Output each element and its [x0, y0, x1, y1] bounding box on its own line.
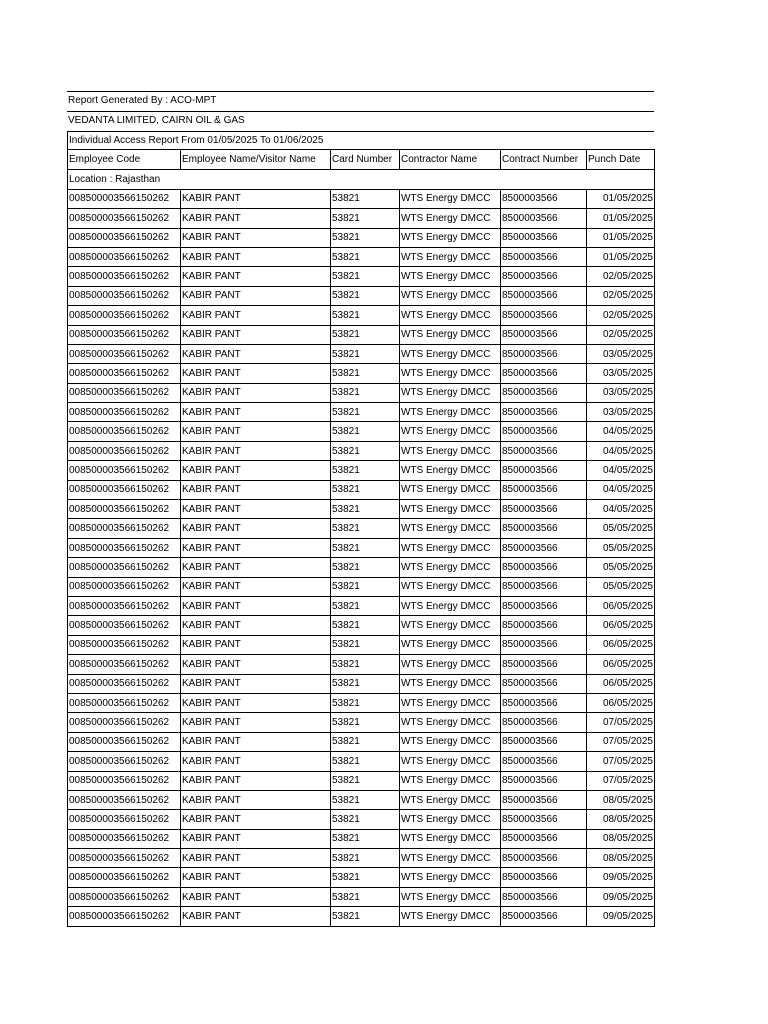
card-number-cell: 53821: [331, 538, 400, 557]
contractor-name-cell: WTS Energy DMCC: [400, 771, 501, 790]
contractor-name-cell: WTS Energy DMCC: [400, 247, 501, 266]
table-row: [68, 771, 655, 790]
employee-code-cell: 008500003566150262: [68, 306, 181, 325]
contractor-name-cell: WTS Energy DMCC: [400, 538, 501, 557]
card-number-cell: 53821: [331, 713, 400, 732]
table-row: [68, 713, 655, 732]
employee-code-cell: 008500003566150262: [68, 577, 181, 596]
punch-date-cell: 01/05/2025: [587, 209, 655, 228]
employee-code-cell: 008500003566150262: [68, 403, 181, 422]
employee-name-cell: KABIR PANT: [181, 713, 331, 732]
card-number-cell: 53821: [331, 907, 400, 926]
employee-name-cell: KABIR PANT: [181, 189, 331, 208]
card-number-cell: 53821: [331, 247, 400, 266]
card-number-cell: 53821: [331, 674, 400, 693]
contract-number-cell: 8500003566: [501, 209, 587, 228]
table-row: [68, 849, 655, 868]
employee-code-cell: 008500003566150262: [68, 616, 181, 635]
employee-code-cell: 008500003566150262: [68, 790, 181, 809]
employee-name-cell: KABIR PANT: [181, 480, 331, 499]
contractor-name-cell: WTS Energy DMCC: [400, 461, 501, 480]
card-number-cell: 53821: [331, 868, 400, 887]
card-number-cell: 53821: [331, 829, 400, 848]
card-number-cell: 53821: [331, 383, 400, 402]
table-row: [68, 383, 655, 402]
table-row: [68, 441, 655, 460]
card-number-cell: 53821: [331, 732, 400, 751]
table-row: [68, 267, 655, 286]
contractor-name-cell: WTS Energy DMCC: [400, 674, 501, 693]
punch-date-cell: 01/05/2025: [587, 228, 655, 247]
table-row: [68, 325, 655, 344]
punch-date-cell: 06/05/2025: [587, 674, 655, 693]
card-number-cell: 53821: [331, 306, 400, 325]
employee-name-cell: KABIR PANT: [181, 693, 331, 712]
table-row: [68, 403, 655, 422]
table-row: [68, 810, 655, 829]
employee-name-cell: KABIR PANT: [181, 403, 331, 422]
contractor-name-cell: WTS Energy DMCC: [400, 829, 501, 848]
punch-date-cell: 04/05/2025: [587, 500, 655, 519]
contractor-name-cell: WTS Energy DMCC: [400, 189, 501, 208]
punch-date-cell: 08/05/2025: [587, 790, 655, 809]
card-number-cell: 53821: [331, 480, 400, 499]
employee-code-cell: 008500003566150262: [68, 655, 181, 674]
access-report: [67, 91, 654, 927]
employee-code-cell: 008500003566150262: [68, 538, 181, 557]
punch-date-cell: 07/05/2025: [587, 732, 655, 751]
card-number-cell: 53821: [331, 364, 400, 383]
punch-date-cell: 02/05/2025: [587, 325, 655, 344]
contract-number-cell: 8500003566: [501, 403, 587, 422]
employee-name-cell: KABIR PANT: [181, 344, 331, 363]
employee-code-cell: 008500003566150262: [68, 441, 181, 460]
employee-code-cell: 008500003566150262: [68, 383, 181, 402]
employee-name-cell: KABIR PANT: [181, 500, 331, 519]
table-row: [68, 247, 655, 266]
company-name: VEDANTA LIMITED, CAIRN OIL & GAS: [67, 111, 654, 131]
card-number-cell: 53821: [331, 887, 400, 906]
contractor-name-cell: WTS Energy DMCC: [400, 849, 501, 868]
header-punch-date: Punch Date: [587, 150, 655, 170]
contract-number-cell: 8500003566: [501, 519, 587, 538]
table-row: [68, 344, 655, 363]
punch-date-cell: 09/05/2025: [587, 887, 655, 906]
contract-number-cell: 8500003566: [501, 655, 587, 674]
header-contractor-name: Contractor Name: [400, 150, 501, 170]
punch-date-cell: 03/05/2025: [587, 383, 655, 402]
employee-name-cell: KABIR PANT: [181, 519, 331, 538]
employee-name-cell: KABIR PANT: [181, 810, 331, 829]
table-row: [68, 635, 655, 654]
punch-date-cell: 04/05/2025: [587, 480, 655, 499]
employee-name-cell: KABIR PANT: [181, 868, 331, 887]
contractor-name-cell: WTS Energy DMCC: [400, 713, 501, 732]
contractor-name-cell: WTS Energy DMCC: [400, 616, 501, 635]
employee-name-cell: KABIR PANT: [181, 596, 331, 615]
punch-date-cell: 07/05/2025: [587, 771, 655, 790]
contract-number-cell: 8500003566: [501, 364, 587, 383]
employee-name-cell: KABIR PANT: [181, 558, 331, 577]
table-row: [68, 189, 655, 208]
employee-name-cell: KABIR PANT: [181, 752, 331, 771]
punch-date-cell: 03/05/2025: [587, 344, 655, 363]
contractor-name-cell: WTS Energy DMCC: [400, 500, 501, 519]
card-number-cell: 53821: [331, 500, 400, 519]
table-header-row: [68, 150, 655, 170]
punch-date-cell: 06/05/2025: [587, 655, 655, 674]
card-number-cell: 53821: [331, 655, 400, 674]
contract-number-cell: 8500003566: [501, 558, 587, 577]
card-number-cell: 53821: [331, 189, 400, 208]
contract-number-cell: 8500003566: [501, 480, 587, 499]
contractor-name-cell: WTS Energy DMCC: [400, 480, 501, 499]
card-number-cell: 53821: [331, 209, 400, 228]
contract-number-cell: 8500003566: [501, 228, 587, 247]
table-row: [68, 907, 655, 926]
contract-number-cell: 8500003566: [501, 810, 587, 829]
contract-number-cell: 8500003566: [501, 887, 587, 906]
punch-date-cell: 08/05/2025: [587, 849, 655, 868]
table-row: [68, 209, 655, 228]
card-number-cell: 53821: [331, 344, 400, 363]
punch-date-cell: 03/05/2025: [587, 364, 655, 383]
contract-number-cell: 8500003566: [501, 500, 587, 519]
punch-date-cell: 08/05/2025: [587, 810, 655, 829]
contractor-name-cell: WTS Energy DMCC: [400, 364, 501, 383]
contractor-name-cell: WTS Energy DMCC: [400, 635, 501, 654]
employee-name-cell: KABIR PANT: [181, 422, 331, 441]
punch-date-cell: 04/05/2025: [587, 441, 655, 460]
table-row: [68, 693, 655, 712]
card-number-cell: 53821: [331, 228, 400, 247]
card-number-cell: 53821: [331, 752, 400, 771]
contract-number-cell: 8500003566: [501, 771, 587, 790]
table-row: [68, 616, 655, 635]
report-title: Individual Access Report From 01/05/2025 To 01/06/2025: [67, 131, 654, 150]
employee-code-cell: 008500003566150262: [68, 635, 181, 654]
table-row: [68, 655, 655, 674]
employee-code-cell: 008500003566150262: [68, 596, 181, 615]
employee-name-cell: KABIR PANT: [181, 441, 331, 460]
location-label: Location : Rajasthan: [68, 170, 655, 189]
table-row: [68, 577, 655, 596]
contract-number-cell: 8500003566: [501, 752, 587, 771]
employee-code-cell: 008500003566150262: [68, 344, 181, 363]
contractor-name-cell: WTS Energy DMCC: [400, 868, 501, 887]
card-number-cell: 53821: [331, 810, 400, 829]
punch-date-cell: 06/05/2025: [587, 616, 655, 635]
card-number-cell: 53821: [331, 461, 400, 480]
table-row: [68, 558, 655, 577]
employee-code-cell: 008500003566150262: [68, 693, 181, 712]
punch-date-cell: 04/05/2025: [587, 422, 655, 441]
employee-code-cell: 008500003566150262: [68, 519, 181, 538]
table-row: [68, 480, 655, 499]
header-card-number: Card Number: [331, 150, 400, 170]
contract-number-cell: 8500003566: [501, 635, 587, 654]
employee-code-cell: 008500003566150262: [68, 267, 181, 286]
contract-number-cell: 8500003566: [501, 286, 587, 305]
employee-code-cell: 008500003566150262: [68, 868, 181, 887]
contractor-name-cell: WTS Energy DMCC: [400, 228, 501, 247]
punch-date-cell: 02/05/2025: [587, 306, 655, 325]
contract-number-cell: 8500003566: [501, 538, 587, 557]
contractor-name-cell: WTS Energy DMCC: [400, 887, 501, 906]
employee-name-cell: KABIR PANT: [181, 577, 331, 596]
table-body: [68, 150, 655, 926]
employee-code-cell: 008500003566150262: [68, 713, 181, 732]
table-row: [68, 868, 655, 887]
table-row: [68, 500, 655, 519]
table-row: [68, 790, 655, 809]
contractor-name-cell: WTS Energy DMCC: [400, 752, 501, 771]
punch-date-cell: 06/05/2025: [587, 596, 655, 615]
contractor-name-cell: WTS Energy DMCC: [400, 306, 501, 325]
punch-date-cell: 02/05/2025: [587, 267, 655, 286]
employee-name-cell: KABIR PANT: [181, 325, 331, 344]
contract-number-cell: 8500003566: [501, 849, 587, 868]
punch-date-cell: 02/05/2025: [587, 286, 655, 305]
contractor-name-cell: WTS Energy DMCC: [400, 790, 501, 809]
employee-name-cell: KABIR PANT: [181, 306, 331, 325]
employee-name-cell: KABIR PANT: [181, 209, 331, 228]
contract-number-cell: 8500003566: [501, 344, 587, 363]
employee-code-cell: 008500003566150262: [68, 829, 181, 848]
contractor-name-cell: WTS Energy DMCC: [400, 325, 501, 344]
card-number-cell: 53821: [331, 771, 400, 790]
employee-code-cell: 008500003566150262: [68, 325, 181, 344]
employee-code-cell: 008500003566150262: [68, 189, 181, 208]
contract-number-cell: 8500003566: [501, 441, 587, 460]
punch-date-cell: 05/05/2025: [587, 519, 655, 538]
header-contract-number: Contract Number: [501, 150, 587, 170]
contractor-name-cell: WTS Energy DMCC: [400, 907, 501, 926]
table-row: [68, 732, 655, 751]
header-employee-name: Employee Name/Visitor Name: [181, 150, 331, 170]
punch-date-cell: 05/05/2025: [587, 538, 655, 557]
contractor-name-cell: WTS Energy DMCC: [400, 344, 501, 363]
employee-name-cell: KABIR PANT: [181, 364, 331, 383]
employee-name-cell: KABIR PANT: [181, 616, 331, 635]
card-number-cell: 53821: [331, 441, 400, 460]
employee-name-cell: KABIR PANT: [181, 383, 331, 402]
punch-date-cell: 07/05/2025: [587, 752, 655, 771]
employee-code-cell: 008500003566150262: [68, 228, 181, 247]
card-number-cell: 53821: [331, 325, 400, 344]
card-number-cell: 53821: [331, 403, 400, 422]
employee-name-cell: KABIR PANT: [181, 538, 331, 557]
contractor-name-cell: WTS Energy DMCC: [400, 422, 501, 441]
employee-name-cell: KABIR PANT: [181, 247, 331, 266]
table-row: [68, 829, 655, 848]
card-number-cell: 53821: [331, 635, 400, 654]
employee-code-cell: 008500003566150262: [68, 771, 181, 790]
employee-name-cell: KABIR PANT: [181, 267, 331, 286]
table-row: [68, 461, 655, 480]
punch-date-cell: 09/05/2025: [587, 868, 655, 887]
employee-name-cell: KABIR PANT: [181, 228, 331, 247]
card-number-cell: 53821: [331, 519, 400, 538]
punch-date-cell: 08/05/2025: [587, 829, 655, 848]
employee-code-cell: 008500003566150262: [68, 247, 181, 266]
employee-name-cell: KABIR PANT: [181, 286, 331, 305]
punch-date-cell: 05/05/2025: [587, 558, 655, 577]
punch-date-cell: 04/05/2025: [587, 461, 655, 480]
contractor-name-cell: WTS Energy DMCC: [400, 403, 501, 422]
contract-number-cell: 8500003566: [501, 596, 587, 615]
access-table: [67, 149, 655, 926]
table-row: [68, 752, 655, 771]
contract-number-cell: 8500003566: [501, 189, 587, 208]
contract-number-cell: 8500003566: [501, 325, 587, 344]
contract-number-cell: 8500003566: [501, 267, 587, 286]
card-number-cell: 53821: [331, 577, 400, 596]
employee-name-cell: KABIR PANT: [181, 907, 331, 926]
employee-code-cell: 008500003566150262: [68, 849, 181, 868]
contract-number-cell: 8500003566: [501, 422, 587, 441]
card-number-cell: 53821: [331, 790, 400, 809]
employee-name-cell: KABIR PANT: [181, 849, 331, 868]
punch-date-cell: 05/05/2025: [587, 577, 655, 596]
contractor-name-cell: WTS Energy DMCC: [400, 383, 501, 402]
employee-name-cell: KABIR PANT: [181, 674, 331, 693]
contract-number-cell: 8500003566: [501, 674, 587, 693]
contractor-name-cell: WTS Energy DMCC: [400, 655, 501, 674]
card-number-cell: 53821: [331, 616, 400, 635]
contract-number-cell: 8500003566: [501, 693, 587, 712]
employee-name-cell: KABIR PANT: [181, 790, 331, 809]
table-row: [68, 286, 655, 305]
contract-number-cell: 8500003566: [501, 732, 587, 751]
employee-name-cell: KABIR PANT: [181, 771, 331, 790]
employee-name-cell: KABIR PANT: [181, 887, 331, 906]
contractor-name-cell: WTS Energy DMCC: [400, 286, 501, 305]
header-employee-code: Employee Code: [68, 150, 181, 170]
employee-name-cell: KABIR PANT: [181, 655, 331, 674]
card-number-cell: 53821: [331, 267, 400, 286]
employee-name-cell: KABIR PANT: [181, 829, 331, 848]
contract-number-cell: 8500003566: [501, 247, 587, 266]
employee-code-cell: 008500003566150262: [68, 674, 181, 693]
punch-date-cell: 07/05/2025: [587, 713, 655, 732]
card-number-cell: 53821: [331, 596, 400, 615]
contract-number-cell: 8500003566: [501, 461, 587, 480]
table-row: [68, 364, 655, 383]
card-number-cell: 53821: [331, 422, 400, 441]
employee-code-cell: 008500003566150262: [68, 500, 181, 519]
contractor-name-cell: WTS Energy DMCC: [400, 267, 501, 286]
card-number-cell: 53821: [331, 286, 400, 305]
contractor-name-cell: WTS Energy DMCC: [400, 519, 501, 538]
contract-number-cell: 8500003566: [501, 616, 587, 635]
card-number-cell: 53821: [331, 849, 400, 868]
employee-code-cell: 008500003566150262: [68, 461, 181, 480]
punch-date-cell: 09/05/2025: [587, 907, 655, 926]
table-row: [68, 422, 655, 441]
punch-date-cell: 01/05/2025: [587, 247, 655, 266]
employee-code-cell: 008500003566150262: [68, 810, 181, 829]
employee-name-cell: KABIR PANT: [181, 461, 331, 480]
employee-code-cell: 008500003566150262: [68, 209, 181, 228]
table-row: [68, 674, 655, 693]
contractor-name-cell: WTS Energy DMCC: [400, 558, 501, 577]
employee-code-cell: 008500003566150262: [68, 480, 181, 499]
contract-number-cell: 8500003566: [501, 790, 587, 809]
punch-date-cell: 06/05/2025: [587, 635, 655, 654]
contract-number-cell: 8500003566: [501, 868, 587, 887]
employee-code-cell: 008500003566150262: [68, 422, 181, 441]
card-number-cell: 53821: [331, 558, 400, 577]
contractor-name-cell: WTS Energy DMCC: [400, 693, 501, 712]
contractor-name-cell: WTS Energy DMCC: [400, 441, 501, 460]
employee-code-cell: 008500003566150262: [68, 364, 181, 383]
table-row: [68, 596, 655, 615]
table-row: [68, 306, 655, 325]
contract-number-cell: 8500003566: [501, 907, 587, 926]
contractor-name-cell: WTS Energy DMCC: [400, 810, 501, 829]
card-number-cell: 53821: [331, 693, 400, 712]
punch-date-cell: 03/05/2025: [587, 403, 655, 422]
employee-code-cell: 008500003566150262: [68, 558, 181, 577]
contract-number-cell: 8500003566: [501, 713, 587, 732]
employee-code-cell: 008500003566150262: [68, 752, 181, 771]
employee-code-cell: 008500003566150262: [68, 887, 181, 906]
punch-date-cell: 01/05/2025: [587, 189, 655, 208]
employee-code-cell: 008500003566150262: [68, 907, 181, 926]
contract-number-cell: 8500003566: [501, 306, 587, 325]
employee-name-cell: KABIR PANT: [181, 732, 331, 751]
contract-number-cell: 8500003566: [501, 383, 587, 402]
punch-date-cell: 06/05/2025: [587, 693, 655, 712]
table-row: [68, 228, 655, 247]
table-row: [68, 887, 655, 906]
employee-name-cell: KABIR PANT: [181, 635, 331, 654]
contractor-name-cell: WTS Energy DMCC: [400, 209, 501, 228]
location-row: [68, 170, 655, 189]
contract-number-cell: 8500003566: [501, 577, 587, 596]
contractor-name-cell: WTS Energy DMCC: [400, 577, 501, 596]
table-row: [68, 538, 655, 557]
employee-code-cell: 008500003566150262: [68, 732, 181, 751]
employee-code-cell: 008500003566150262: [68, 286, 181, 305]
table-row: [68, 519, 655, 538]
contractor-name-cell: WTS Energy DMCC: [400, 596, 501, 615]
report-generated-by: Report Generated By : ACO-MPT: [67, 91, 654, 111]
contract-number-cell: 8500003566: [501, 829, 587, 848]
contractor-name-cell: WTS Energy DMCC: [400, 732, 501, 751]
